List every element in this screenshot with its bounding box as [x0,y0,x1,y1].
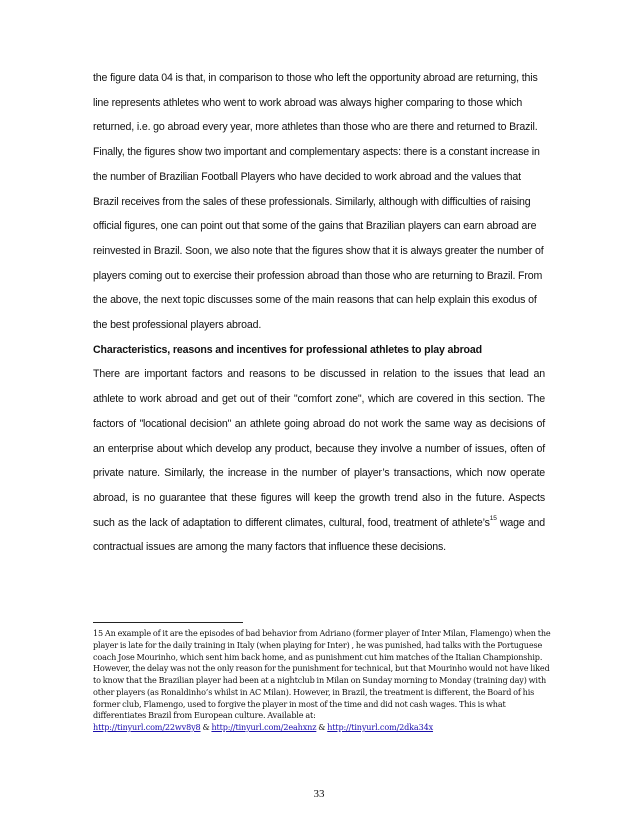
footnote-body: 15 An example of it are the episodes of bad behavior from Adriano (former player of Inter Milan, Flamengo) when the player is late for the daily training in Italy (when playing for Inter) , he was punished, had talks with the Portuguese coach Jose Mourinho, which sent him back home, and as punishment cut him matches of the Italian Championship. However, the delay was not the only reason for the punishment for technical, but that Mourinho would not have liked to know that the Brazilian player had been at a nightclub in Milan on Sunday morning to Monday (training day) with other players (as Ronaldinho’s whilst in AC Milan). However, in Brazil, the treatment is different, the Board of his former club, Flamengo, used to forgive the player in most of the time and did not cash wages. This is what differentiates Brazil from European culture. Available at: [93,628,551,721]
footnote [93,628,551,734]
link-separator: & [316,722,328,732]
footnote-separator [93,622,243,623]
paragraph-factors-text-end: wage and contractual issues are among the many factors that influence these decisions. [93,516,545,554]
link-separator: & [200,722,212,732]
paragraph-figure-data: the figure data 04 is that, in comparison to those who left the opportunity abroad are returning, this line represents athletes who went to work abroad was always higher comparing to those which returned, i.e. go abroad every year, more athletes than those who are there and returned to Brazil. [93,72,538,134]
paragraph-conclusion: Finally, the figures show two important and complementary aspects: there is a constant increase in the number of Brazilian Football Players who have decided to work abroad and the values that Brazil receives from the sales of these professionals. Similarly, although with difficulties of raising official figures, one can point out that some of the gains that Brazilian players can earn abroad are reinvested in Brazil. Soon, we also note that the figures show that it is always greater the number of players coming out to exercise their profession abroad than those who are returning to Brazil. From the above, the next topic discusses some of the main reasons that can help explain this exodus of the best professional players abroad. [93,146,544,332]
footnote-text [93,628,551,734]
body-text [93,66,545,560]
footnote-link-2[interactable]: http://tinyurl.com/2eahxnz [211,722,317,732]
paragraph-factors-text: There are important factors and reasons to be discussed in relation to the issues that lead an athlete to work abroad and get out of their "comfort zone", which are covered in this section. The factors of "locational decision" an athlete going abroad do not work the same way as decisions of an enterprise about which develop any product, because they involve a number of issues, often of private nature. Similarly, the increase in the number of player’s transactions, which now operate abroad, is no guarantee that these figures will keep the growth trend also in the future. Aspects such as the lack of adaptation to different climates, cultural, food, treatment of athlete’s [93,368,545,529]
footnote-link-1[interactable]: http://tinyurl.com/22wv8y8 [93,722,201,732]
page-number: 33 [313,788,325,800]
footnote-link-3[interactable]: http://tinyurl.com/2dka34x [327,722,434,732]
section-heading: Characteristics, reasons and incentives for professional athletes to play abroad [93,343,482,356]
footnote-reference[interactable]: 15 [489,514,497,522]
paragraph-factors [93,362,545,560]
